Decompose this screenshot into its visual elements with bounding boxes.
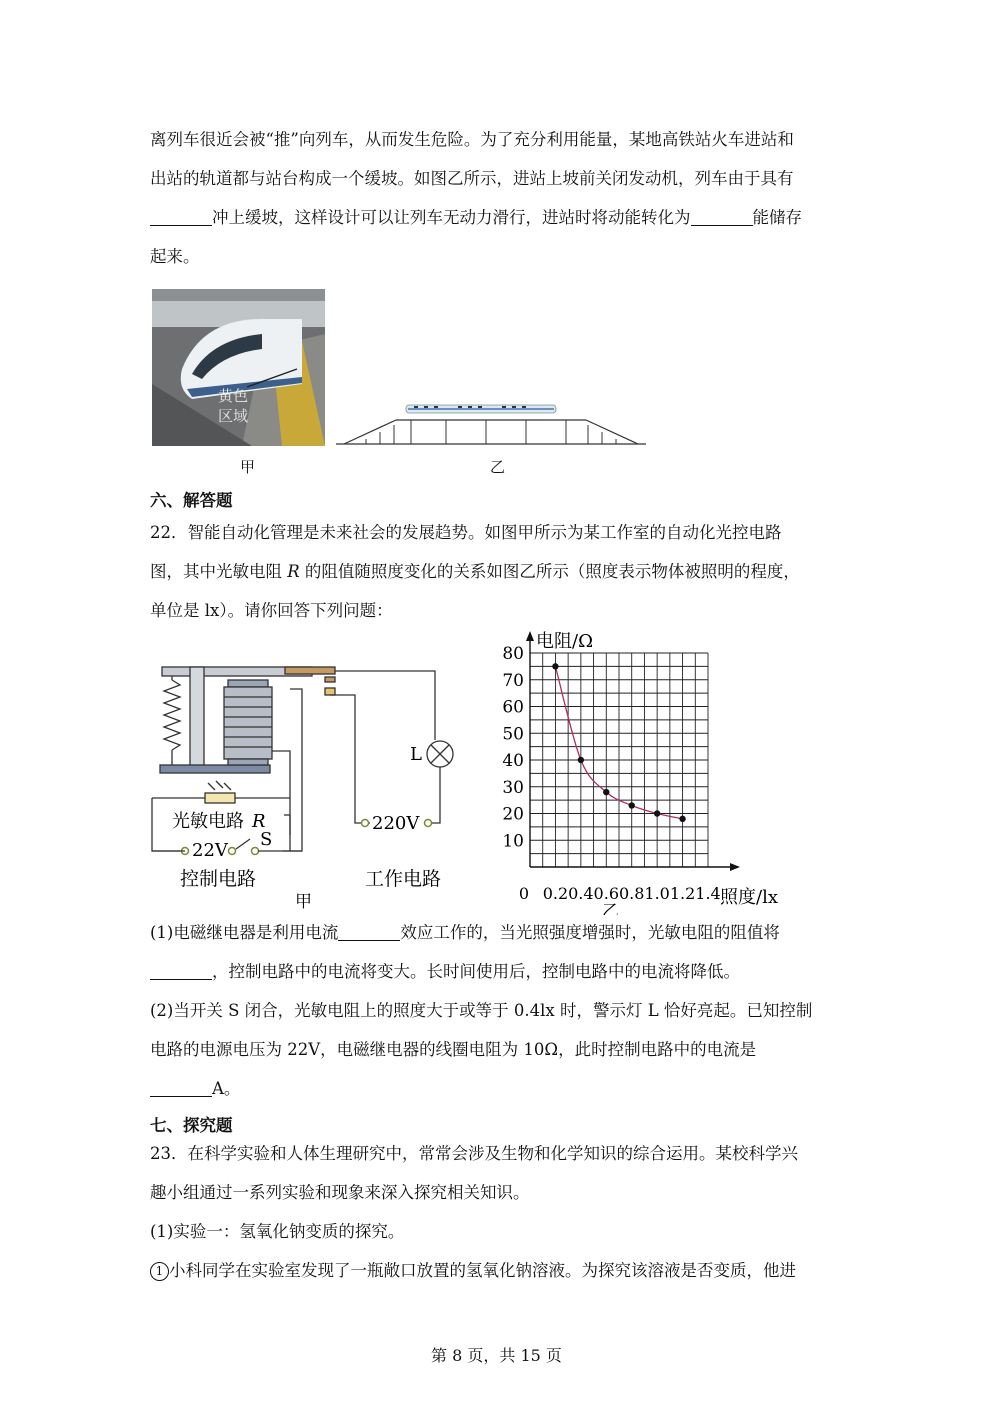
- answer-blank[interactable]: [338, 924, 400, 942]
- q22-sub2-line-3: [150, 1069, 840, 1108]
- y-tick-label: 60: [502, 697, 524, 718]
- control-source-label: 22V: [192, 840, 228, 861]
- data-point: [654, 810, 660, 816]
- resistor-label-symbol: R: [252, 811, 266, 832]
- data-point: [603, 789, 609, 795]
- resistance-chart-svg: [490, 625, 790, 915]
- y-axis-arrow-icon: [526, 631, 534, 641]
- q22-sub1-a: (1)电磁继电器是利用电流: [150, 923, 339, 942]
- x-tick-label: 1.4: [695, 884, 721, 903]
- switch-label: S: [260, 829, 273, 850]
- q23-line-3: (1)实验一：氢氧化钠变质的探究。: [150, 1222, 405, 1241]
- q22-sub1-c: ，控制电路中的电流将变大。长时间使用后，控制电路中的电流将降低。: [212, 962, 740, 981]
- q22-sub2-line-1: (2)当开关 S 闭合，光敏电阻上的照度大于或等于 0.4lx 时，警示灯 L 恰好亮起。已知控制: [150, 1001, 813, 1020]
- x-tick-label: 0.2: [542, 884, 569, 903]
- y-tick-label: 50: [502, 724, 524, 745]
- q23-line-4: [150, 1251, 840, 1290]
- page-footer: [0, 1343, 993, 1366]
- control-circuit-label: 控制电路: [180, 868, 257, 890]
- answer-blank[interactable]: [691, 209, 753, 227]
- q23-line-2: 趣小组通过一系列实验和现象来深入探究相关知识。: [150, 1183, 530, 1202]
- train-photo: [152, 289, 325, 446]
- data-point: [552, 663, 558, 669]
- figure-caption-a: 甲: [240, 458, 256, 476]
- photo-label-2: 区域: [218, 407, 249, 425]
- lamp-label: L: [410, 744, 422, 765]
- q22-sub1-line-2: [150, 952, 840, 991]
- photoresistor-icon: [205, 793, 235, 803]
- x-tick-label: 1.2: [669, 884, 696, 903]
- circled-number-text: 1: [155, 1264, 164, 1278]
- x-tick-label: 0.4: [568, 884, 594, 903]
- intro-line-2: 出站的轨道都与站台构成一个缓坡。如图乙所示，进站上坡前关闭发动机，列车由于具有: [150, 169, 794, 188]
- q22-line-2a: 图，其中光敏电阻: [150, 562, 288, 581]
- chart-caption: 乙: [602, 902, 619, 915]
- answer-blank[interactable]: [150, 209, 212, 227]
- q23-line-4-text: 小科同学在实验室发现了一瓶敞口放置的氢氧化钠溶液。为探究该溶液是否变质，他进: [169, 1261, 796, 1280]
- q22-sub2-c: A。: [212, 1079, 241, 1098]
- resistance-chart: [490, 625, 790, 915]
- section-6-title: 六、解答题: [150, 491, 233, 510]
- answer-blank[interactable]: [150, 963, 212, 981]
- x-tick-label: 1.0: [644, 884, 670, 903]
- y-tick-label: 70: [502, 670, 524, 691]
- q22-sub1-b: 效应工作的，当光照强度增强时，光敏电阻的阻值将: [400, 923, 780, 942]
- circuit-caption: 甲: [295, 892, 312, 912]
- x-tick-label: 0.6: [593, 884, 620, 903]
- x-axis-label: 照度/lx: [720, 887, 778, 908]
- resistor-symbol: R: [287, 562, 300, 581]
- q22-sub1-line-1: [150, 913, 840, 952]
- q22-line-2b: 的阻值随照度变化的关系如图乙所示（照度表示物体被照明的程度，: [299, 562, 800, 581]
- q22-line-2: [150, 552, 840, 591]
- intro-line-4: 起来。: [150, 247, 200, 266]
- circuit-diagram: [150, 655, 460, 915]
- q22-sub2-line-2: 电路的电源电压为 22V，电磁继电器的线圈电阻为 10Ω，此时控制电路中的电流是: [150, 1040, 757, 1059]
- intro-line-3a: 冲上缓坡，这样设计可以让列车无动力滑行，进站时将动能转化为: [212, 208, 691, 227]
- data-point: [629, 802, 635, 808]
- intro-line-1: 离列车很近会被“推”向列车，从而发生危险。为了充分利用能量，某地高铁站火车进站和: [150, 130, 794, 149]
- work-source-label: 220V: [372, 813, 420, 834]
- switch-icon: [236, 839, 250, 849]
- resistor-label: 光敏电路: [172, 811, 244, 832]
- y-tick-label: 20: [502, 804, 524, 825]
- data-point: [578, 757, 584, 763]
- work-circuit-label: 工作电路: [365, 868, 442, 890]
- q22-line-3: 单位是 lx）。请你回答下列问题：: [150, 601, 393, 620]
- y-axis-label: 电阻/Ω: [536, 631, 593, 652]
- y-tick-label: 30: [502, 777, 524, 798]
- figure-caption-b: 乙: [490, 458, 506, 476]
- y-tick-label: 40: [502, 751, 524, 771]
- page-number: 第 8 页，共 15 页: [431, 1346, 562, 1365]
- q23-line-1: 23．在科学实验和人体生理研究中，常常会涉及生物和化学知识的综合运用。某校科学兴: [150, 1144, 798, 1163]
- data-point: [679, 816, 685, 822]
- y-tick-label: 10: [502, 831, 524, 852]
- x-axis-arrow-icon: [730, 863, 740, 871]
- q22-line-1: 22．智能自动化管理是未来社会的发展趋势。如图甲所示为某工作室的自动化光控电路: [150, 523, 782, 542]
- x-tick-label: 0.8: [618, 884, 645, 903]
- photo-label-1: 黄色: [218, 387, 249, 405]
- answer-blank[interactable]: [150, 1080, 212, 1098]
- intro-line-3b: 能储存: [752, 208, 802, 227]
- intro-line-3: [150, 198, 840, 237]
- x-tick-label: 0: [518, 884, 530, 903]
- section-7-title: 七、探究题: [150, 1116, 233, 1135]
- y-tick-label: 80: [502, 644, 524, 664]
- slope-diagram: [336, 395, 646, 450]
- circled-number-icon: [150, 1262, 169, 1281]
